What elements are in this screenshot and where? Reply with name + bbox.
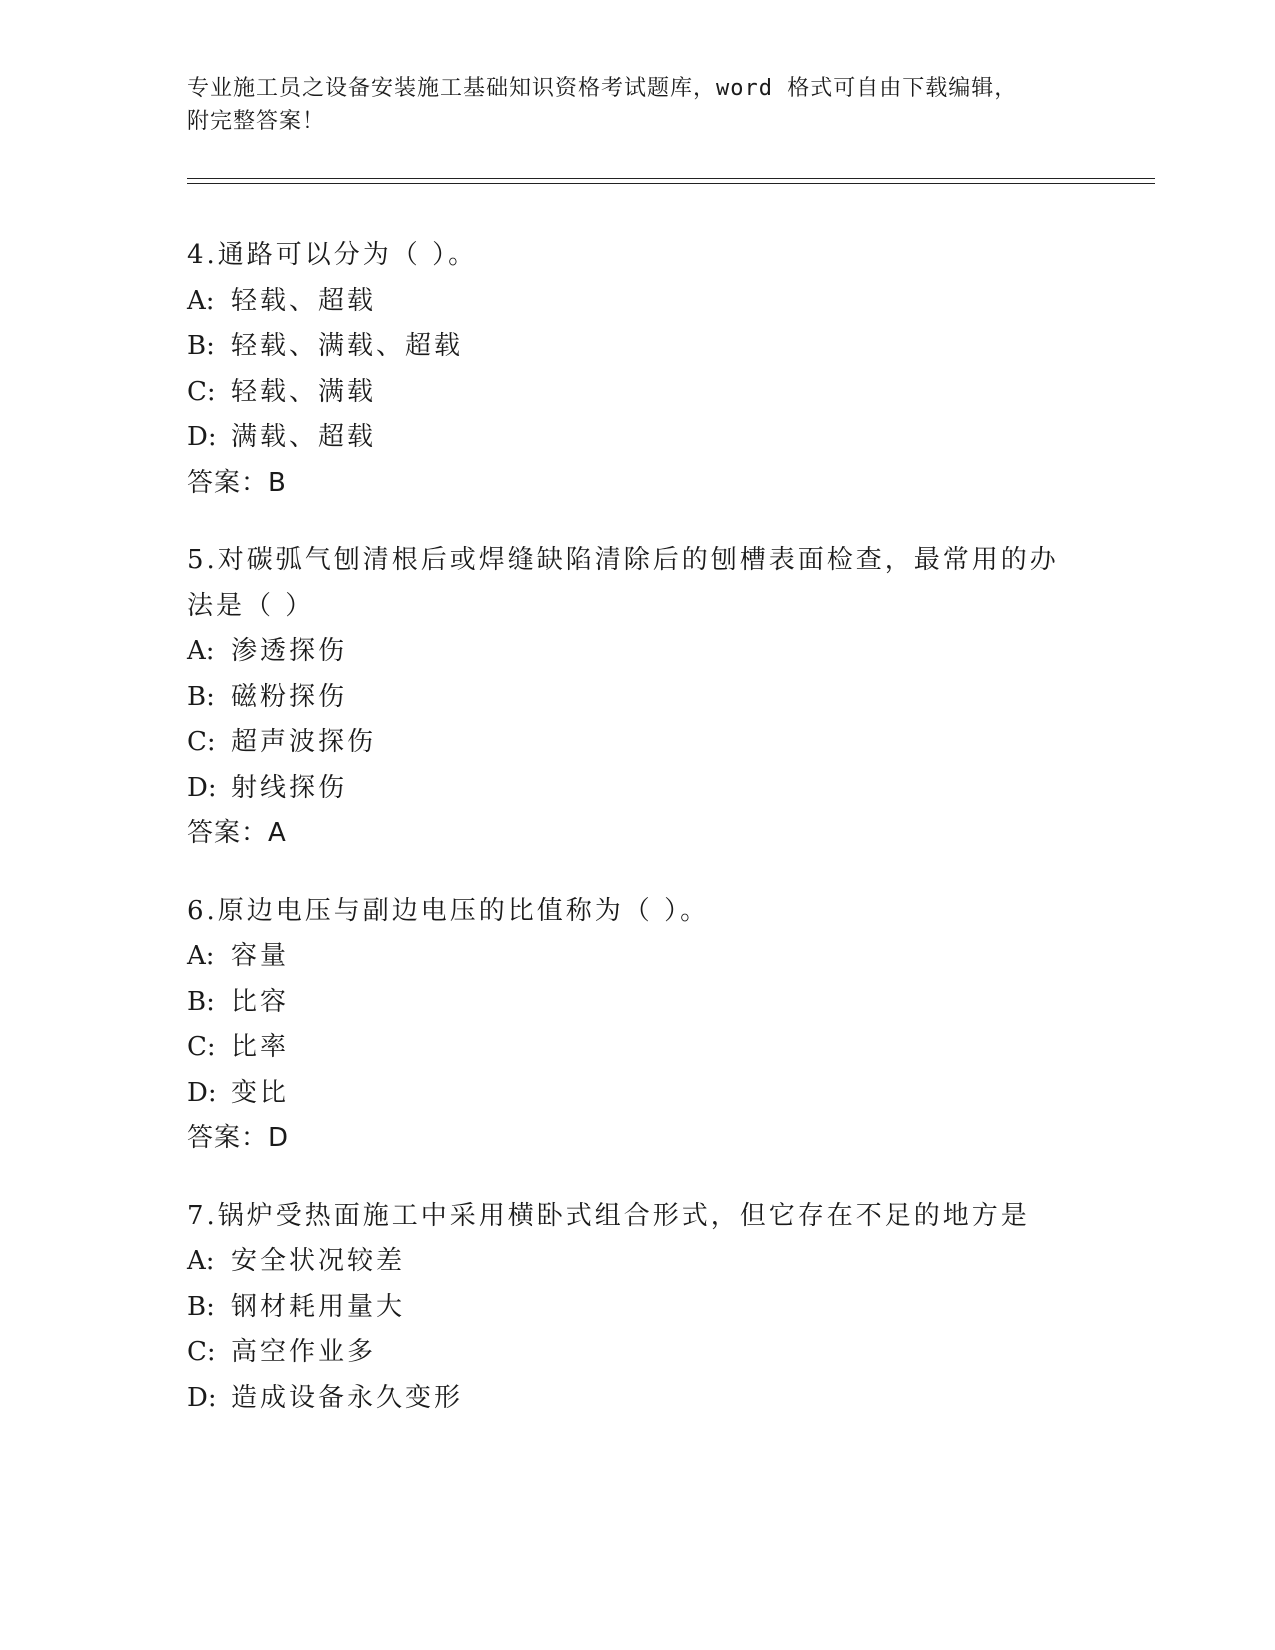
question-stem: 6.原边电压与副边电压的比值称为（ ）。 [187,895,710,926]
option-letter: C: [187,1337,216,1367]
option-text: 比率 [231,1032,290,1062]
option-text: 钢材耗用量大 [231,1291,406,1322]
option-text: 造成设备永久变形 [231,1382,464,1413]
option-c [187,370,1087,416]
option-text: 射线探伤 [231,772,348,803]
option-text: 轻载、超载 [231,285,377,316]
option-text: 渗透探伤 [231,636,348,666]
option-text: 变比 [231,1077,290,1108]
option-text: 容量 [231,941,290,971]
option-text: 轻载、满载、超载 [231,331,464,361]
option-letter: B: [187,986,215,1017]
option-a [187,934,1087,980]
option-letter: A: [187,941,215,971]
option-b [187,980,1087,1026]
document-header [187,72,1087,138]
option-d [187,766,1087,812]
option-letter: A: [187,285,215,316]
option-letter: D: [187,422,217,452]
option-b [187,324,1087,370]
option-a [187,1239,1087,1285]
option-letter: A: [187,1246,215,1276]
option-text: 安全状况较差 [231,1246,406,1276]
answer-line: 答案：B [187,467,287,498]
question-4 [187,233,1087,506]
document-page [187,0,1157,1650]
option-letter: A: [187,636,215,666]
header-line-1: 专业施工员之设备安装施工基础知识资格考试题库，word 格式可自由下载编辑， [187,76,1018,101]
question-6 [187,889,1087,1162]
option-text: 轻载、满载 [231,376,377,407]
option-d [187,415,1087,461]
option-b [187,675,1087,721]
option-c [187,1025,1087,1071]
option-text: 满载、超载 [231,422,377,452]
header-line-2: 附完整答案！ [187,109,326,134]
option-letter: B: [187,681,215,712]
option-letter: C: [187,727,216,757]
question-5 [187,538,1087,857]
option-a [187,629,1087,675]
option-letter: D: [187,1382,217,1413]
option-letter: C: [187,1032,216,1062]
question-stem: 4.通路可以分为（ ）。 [187,240,478,270]
question-stem-line-2: 法是（ ） [187,590,315,621]
header-divider [187,178,1155,184]
option-a [187,279,1087,325]
question-list [187,233,1087,1453]
question-7 [187,1194,1087,1422]
option-text: 超声波探伤 [231,727,377,757]
option-c [187,1330,1087,1376]
question-stem-line-1: 5.对碳弧气刨清根后或焊缝缺陷清除后的刨槽表面检查，最常用的办 [187,545,1059,575]
option-letter: B: [187,1291,215,1322]
option-letter: C: [187,376,216,407]
answer-line: 答案：D [187,1123,290,1153]
option-letter: D: [187,1077,217,1108]
option-text: 磁粉探伤 [231,681,348,712]
option-d [187,1376,1087,1422]
option-c [187,720,1087,766]
option-b [187,1285,1087,1331]
question-stem: 7.锅炉受热面施工中采用横卧式组合形式，但它存在不足的地方是 [187,1200,1030,1231]
option-text: 比容 [231,986,290,1017]
answer-line: 答案：A [187,818,287,848]
option-text: 高空作业多 [231,1337,377,1367]
option-d [187,1071,1087,1117]
option-letter: D: [187,772,217,803]
option-letter: B: [187,331,215,361]
